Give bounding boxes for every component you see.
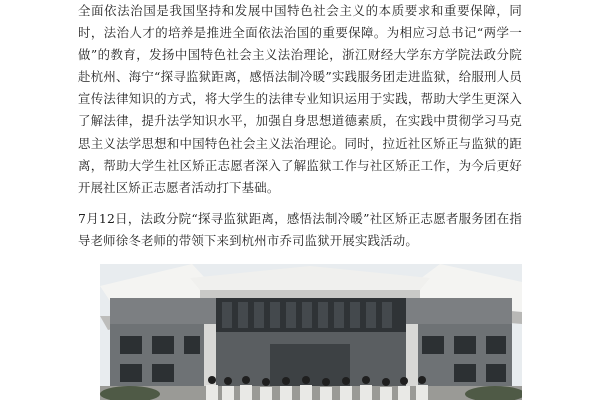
paragraph-event: 7月12日，法政分院“探寻监狱距离，感悟法制冷暖”社区矫正志愿者服务团在指导老师徐冬老师的带领下来到杭州市乔司监狱开展实践活动。 [78,211,522,249]
paragraph-intro: 全面依法治国是我国坚持和发展中国特色社会主义的本质要求和重要保障，同时，法治人才的培养是推进全面依法治国的重要保障。为相应习总书记“两学一做”的教育，发扬中国特色社会主义法治理论，浙江财经大学东方学院法政分院赴杭州、海宁“探寻监狱距离，感悟法制冷暖”实践服务团走进监狱，给服刑人员宣传法律知识的方式，将大学生的法律专业知识运用于实践，帮助大学生更深入了解法律，提升法学知识水平，加强自身思想道德素质，在实践中贯彻学习马克思主义法学思想和中国特色社会主义法治理论。同时，拉近社区矫正与监狱的距离，帮助大学生社区矫正志愿者深入了解监狱工作与社区矫正工作，为今后更好开展社区矫正志愿者活动打下基础。 [78,3,522,195]
group-photo [100,264,522,400]
group-photo-illustration [100,264,522,400]
